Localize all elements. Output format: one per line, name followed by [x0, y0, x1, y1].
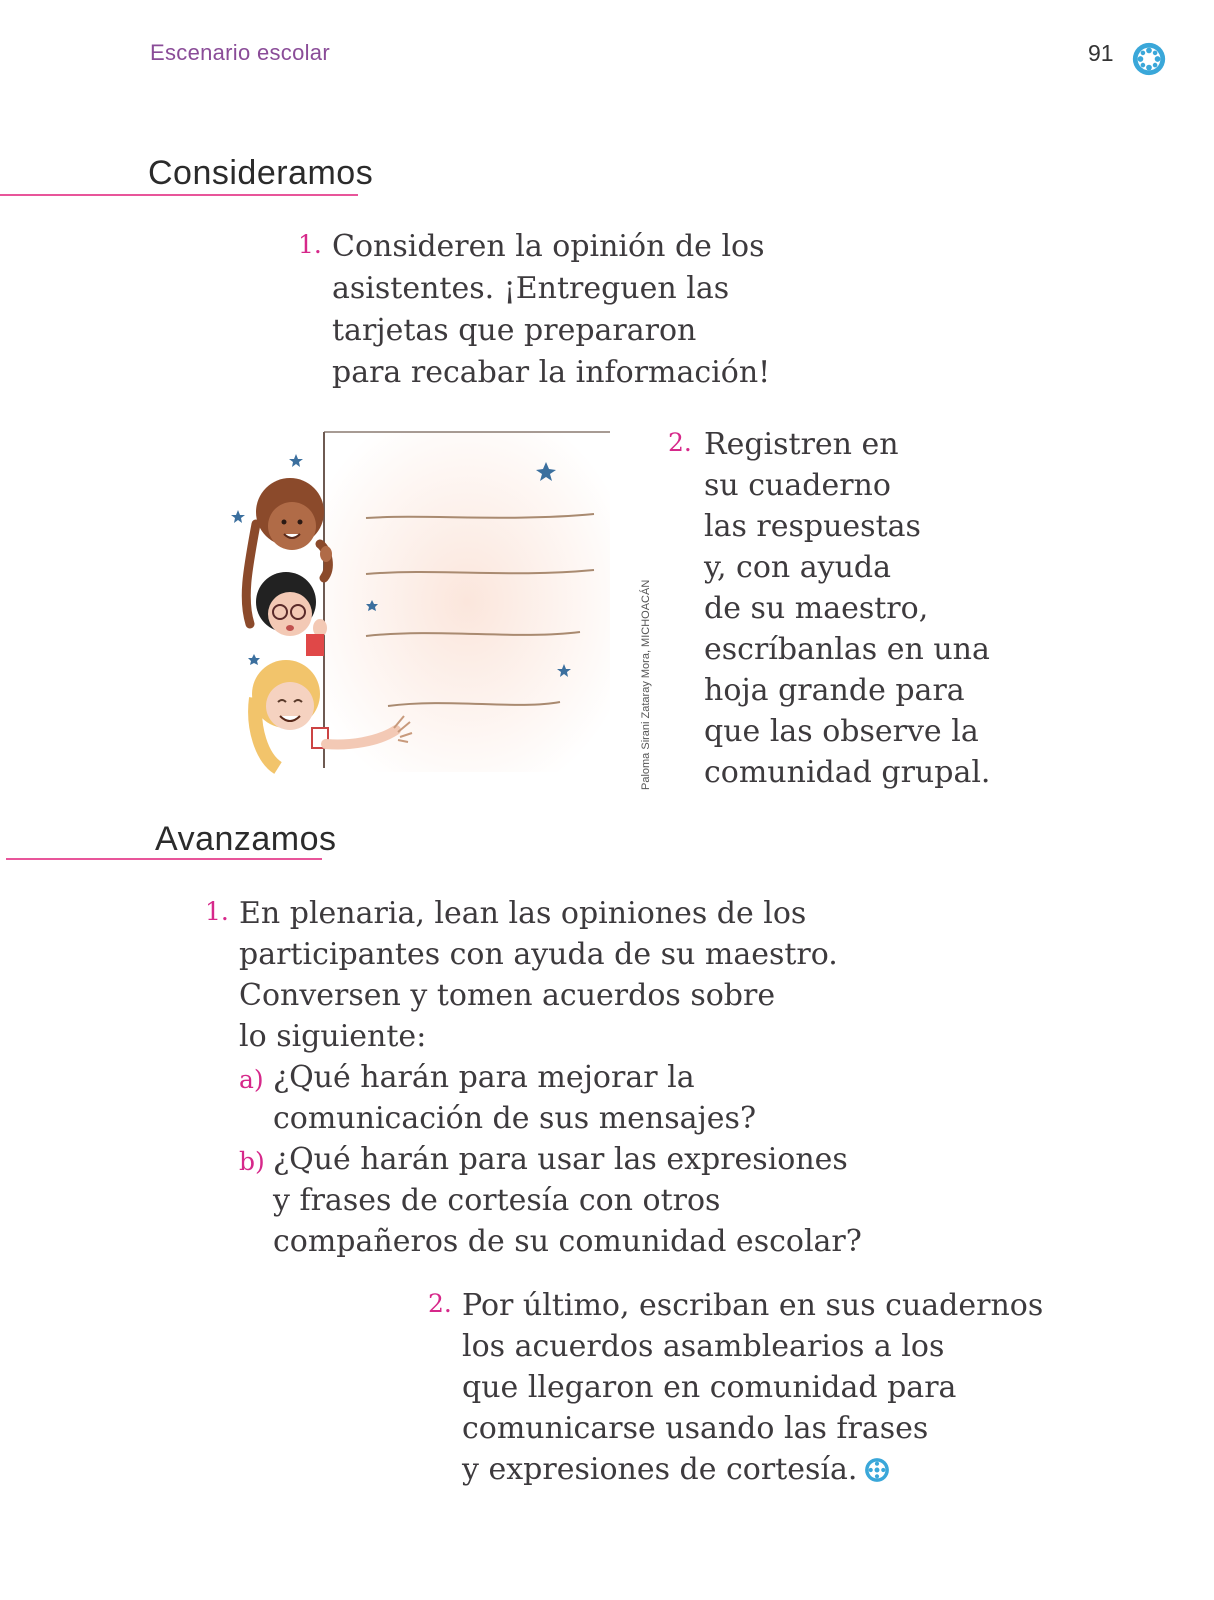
text-line: comunicarse usando las frases — [462, 1411, 929, 1446]
text-line: hoja grande para — [704, 673, 965, 708]
sub-item-a — [239, 1057, 862, 1139]
text-line: participantes con ayuda de su maestro. — [239, 937, 838, 972]
children-peeking-illustration — [228, 428, 628, 798]
sub-item-letter: a) — [239, 1065, 264, 1094]
running-header: Escenario escolar — [150, 40, 330, 65]
text-line: comunicación de sus mensajes? — [273, 1101, 757, 1136]
text-line: y, con ayuda — [704, 550, 892, 585]
item-number: 1. — [205, 897, 229, 926]
text-line: asistentes. ¡Entreguen las — [332, 271, 730, 306]
text-line: compañeros de su comunidad escolar? — [273, 1224, 862, 1259]
consideramos-item-2 — [668, 424, 990, 793]
page-number: 91 — [1088, 40, 1114, 66]
consideramos-item-1 — [298, 226, 770, 394]
text-line: comunidad grupal. — [704, 755, 991, 790]
text-line: que las observe la — [704, 714, 979, 749]
text-line: ¿Qué harán para mejorar la — [273, 1060, 695, 1095]
text-line: y frases de cortesía con otros — [273, 1183, 721, 1218]
illustration-credit: Paloma Sirani Zataray Mora, MICHOACÁN — [640, 579, 652, 790]
flower-emblem-icon — [1130, 40, 1168, 78]
text-line: las respuestas — [704, 509, 921, 544]
text-line-last — [462, 1449, 1043, 1490]
text-line: los acuerdos asamblearios a los — [462, 1329, 945, 1364]
text-line: ¿Qué harán para usar las expresiones — [273, 1142, 848, 1177]
text-line: tarjetas que prepararon — [332, 313, 697, 348]
item-number: 2. — [428, 1289, 452, 1318]
section-title-consideramos: Consideramos — [148, 154, 374, 192]
text-line: lo siguiente: — [239, 1019, 427, 1054]
text-line: En plenaria, lean las opiniones de los — [239, 896, 807, 931]
text-line: escríbanlas en una — [704, 632, 990, 667]
avanzamos-item-2 — [428, 1285, 1043, 1490]
text-line: que llegaron en comunidad para — [462, 1370, 957, 1405]
text-line: Conversen y tomen acuerdos sobre — [239, 978, 776, 1013]
section-rule — [6, 858, 322, 860]
item-number: 2. — [668, 428, 692, 457]
text-line: Registren en — [704, 427, 899, 462]
text-line: Por último, escriban en sus cuadernos — [462, 1288, 1044, 1323]
sub-item-b — [239, 1139, 862, 1262]
flower-end-icon — [863, 1456, 891, 1484]
text-line: de su maestro, — [704, 591, 929, 626]
text-line: Consideren la opinión de los — [332, 229, 765, 264]
section-rule — [0, 194, 358, 196]
text-line: y expresiones de cortesía. — [462, 1452, 858, 1487]
avanzamos-item-1 — [205, 893, 862, 1262]
text-line: para recabar la información! — [332, 355, 771, 390]
item-number: 1. — [298, 230, 322, 259]
section-title-avanzamos: Avanzamos — [155, 820, 337, 858]
sub-item-letter: b) — [239, 1147, 265, 1176]
text-line: su cuaderno — [704, 468, 891, 503]
